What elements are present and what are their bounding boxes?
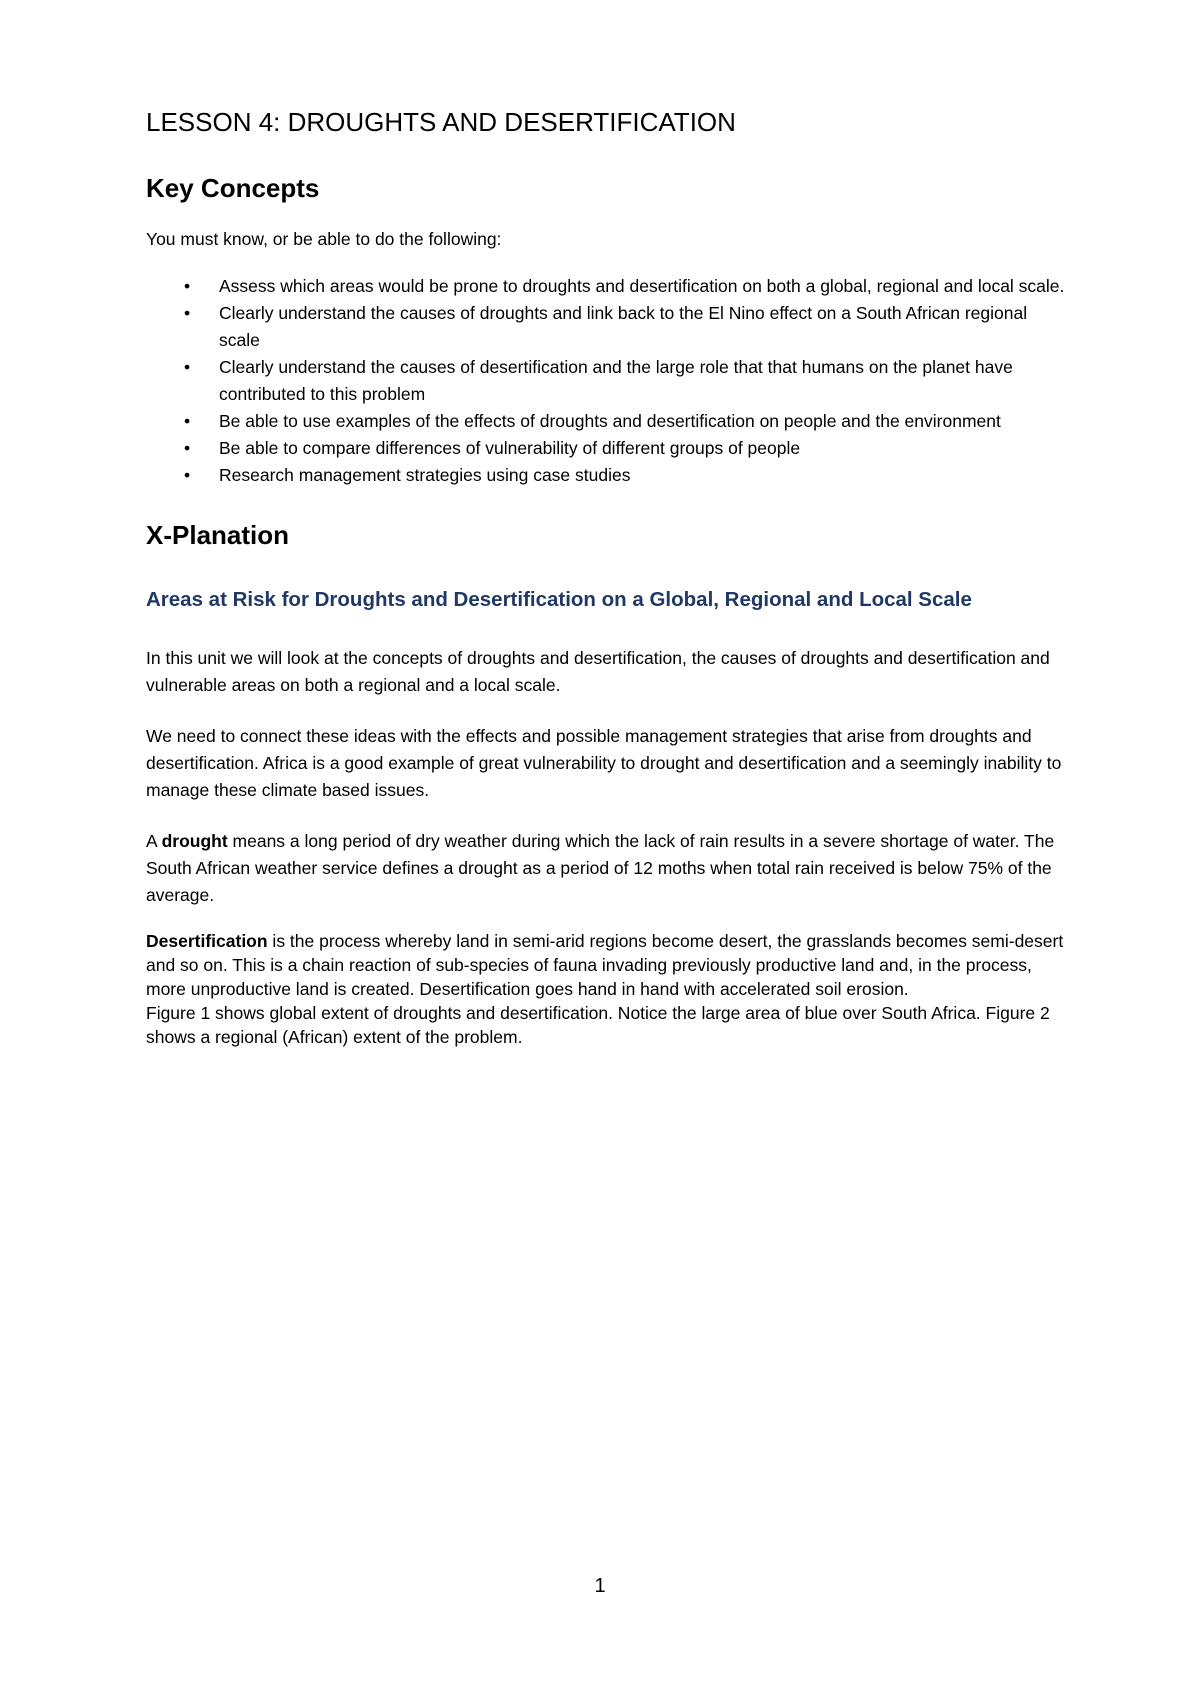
xplanation-heading: X-Planation (146, 520, 290, 550)
bullet-icon: • (184, 276, 191, 296)
drought-definition-text: means a long period of dry weather during which the lack of rain results in a severe shortage of water. The South African weather service defines a drought as a period of 12 moths when total rain received is below 75% of the average. (146, 831, 1055, 905)
key-concepts-list (146, 273, 1066, 489)
list-item (146, 408, 1066, 435)
list-item (146, 273, 1066, 300)
intro-paragraph: In this unit we will look at the concepts of droughts and desertification, the causes of droughts and desertification and vulnerable areas on both a regional and a local scale. (146, 648, 1050, 695)
desertification-definition-paragraph (146, 929, 1066, 1001)
list-item-text: Research management strategies using case studies (219, 465, 631, 485)
bullet-icon: • (184, 411, 191, 431)
figure-reference-paragraph: Figure 1 shows global extent of droughts and desertification. Notice the large area of blue over South Africa. Figure 2 shows a regional (African) extent of the problem. (146, 1003, 1050, 1047)
list-item (146, 462, 1066, 489)
bullet-icon: • (184, 438, 191, 458)
lesson-title: LESSON 4: DROUGHTS AND DESERTIFICATION (146, 107, 736, 137)
drought-prefix: A (146, 831, 162, 851)
areas-at-risk-subheading: Areas at Risk for Droughts and Desertification on a Global, Regional and Local Scale (146, 588, 972, 611)
list-item-text: Assess which areas would be prone to droughts and desertification on both a global, regional and local scale. (219, 276, 1065, 296)
drought-term: drought (161, 831, 228, 851)
list-item-text: Clearly understand the causes of desertification and the large role that that humans on the planet have contributed to this problem (219, 357, 1013, 404)
list-item-text: Be able to compare differences of vulnerability of different groups of people (219, 438, 801, 458)
drought-definition-paragraph (146, 828, 1066, 909)
list-item-text: Clearly understand the causes of droughts and link back to the El Nino effect on a South African regional scale (219, 303, 1028, 350)
desertification-definition-text: is the process whereby land in semi-arid regions become desert, the grasslands becomes semi-desert and so on. This is a chain reaction of sub-species of fauna invading previously productive land and, in the process, more unproductive land is created. Desertification goes hand in hand with accelerated soil erosion. (146, 931, 1064, 999)
key-concepts-heading: Key Concepts (146, 173, 320, 203)
list-item-text: Be able to use examples of the effects of droughts and desertification on people and the environment (219, 411, 1001, 431)
list-item (146, 300, 1066, 354)
bullet-icon: • (184, 465, 191, 485)
key-concepts-intro: You must know, or be able to do the following: (146, 229, 502, 249)
page-content (146, 104, 1066, 1049)
bullet-icon: • (184, 303, 191, 323)
desertification-term: Desertification (146, 931, 268, 951)
connection-paragraph: We need to connect these ideas with the effects and possible management strategies that arise from droughts and desertification. Africa is a good example of great vulnerability to drought and desertification and a seemingly inability to manage these climate based issues. (146, 726, 1062, 800)
list-item (146, 435, 1066, 462)
list-item (146, 354, 1066, 408)
page-number: 1 (594, 1575, 606, 1597)
bullet-icon: • (184, 357, 191, 377)
